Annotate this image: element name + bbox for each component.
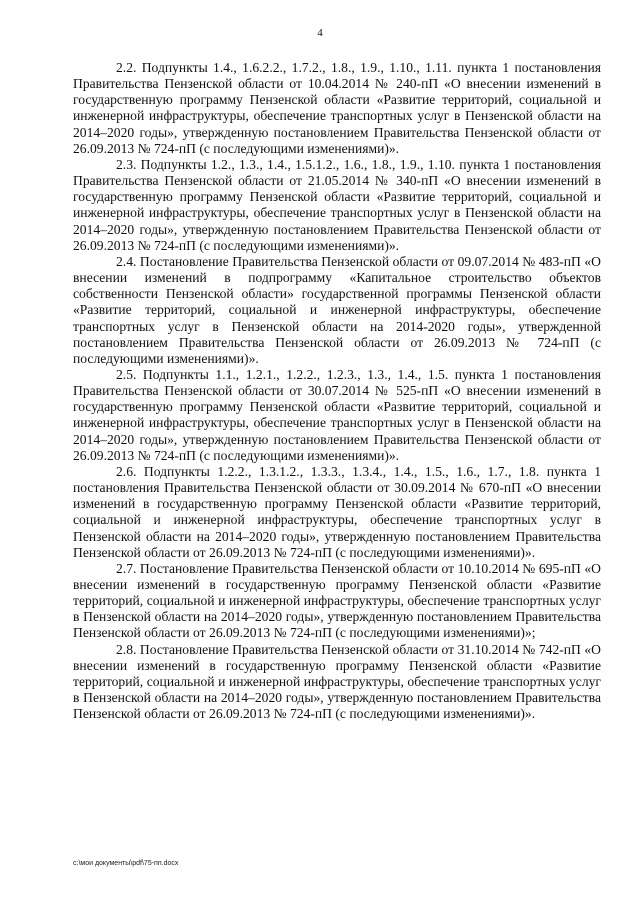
paragraph-2-2: 2.2. Подпункты 1.4., 1.6.2.2., 1.7.2., 1.8., 1.9., 1.10., 1.11. пункта 1 постановления Правительства Пензенской области от 10.04.2014 № 240-пП «О внесении изменений в государственную программу Пензенской области «Развитие территорий, социальной и инженерной инфраструктуры, обеспечение транспортных услуг в Пензенской области на 2014–2020 годы», утвержденную постановлением Правительства Пензенской области от 26.09.2013 № 724-пП (с последующими изменениями)». [73,60,601,156]
page-number: 4 [317,27,323,39]
paragraph-2-7: 2.7. Постановление Правительства Пензенской области от 10.10.2014 № 695-пП «О внесении изменений в государственную программу Пензенской области «Развитие территорий, социальной и инженерной инфраструктуры, обеспечение транспортных услуг в Пензенской области на 2014–2020 годы», утвержденную постановлением Правительства Пензенской области от 26.09.2013 № 724-пП (с последующими изменениями)»; [73,560,601,641]
paragraph-2-6: 2.6. Подпункты 1.2.2., 1.3.1.2., 1.3.3., 1.3.4., 1.4., 1.5., 1.6., 1.7., 1.8. пункта 1 постановления Правительства Пензенской области от 30.09.2014 № 670-пП «О внесении изменений в государственную программу Пензенской области «Развитие территорий, социальной и инженерной инфраструктуры, обеспечение транспортных услуг в Пензенской области на 2014–2020 годы», утвержденную постановлением Правительства Пензенской области от 26.09.2013 № 724-пП (с последующими изменениями)». [73,463,601,560]
paragraph-2-4: 2.4. Постановление Правительства Пензенской области от 09.07.2014 № 483-пП «О внесении изменений в подпрограмму «Капитальное строительство объектов собственности Пензенской области» государственной программы Пензенской области «Развитие территорий, социальной и инженерной инфраструктуры, обеспечение транспортных услуг в Пензенской области на 2014-2020 годы», утвержденной постановлением Правительства Пензенской области от 26.09.2013 № 724-пП (с последующими изменениями)». [73,253,601,366]
document-body [73,60,601,722]
paragraph-2-3: 2.3. Подпункты 1.2., 1.3., 1.4., 1.5.1.2., 1.6., 1.8., 1.9., 1.10. пункта 1 постановления Правительства Пензенской области от 21.05.2014 № 340-пП «О внесении изменений в государственную программу Пензенской области «Развитие территорий, социальной и инженерной инфраструктуры, обеспечение транспортных услуг в Пензенской области на 2014–2020 годы», утвержденную постановлением Правительства Пензенской области от 26.09.2013 № 724-пП (с последующими изменениями)». [73,156,601,253]
footer-file-path: c:\мои документы\pdf\75-пп.docx [73,860,179,867]
paragraph-2-5: 2.5. Подпункты 1.1., 1.2.1., 1.2.2., 1.2.3., 1.3., 1.4., 1.5. пункта 1 постановления Правительства Пензенской области от 30.07.2014 № 525-пП «О внесении изменений в государственную программу Пензенской области «Развитие территорий, социальной и инженерной инфраструктуры, обеспечение транспортных услуг в Пензенской области на 2014–2020 годы», утвержденную постановлением Правительства Пензенской области от 26.09.2013 № 724-пП (с последующими изменениями)». [73,366,601,463]
paragraph-2-8: 2.8. Постановление Правительства Пензенской области от 31.10.2014 № 742-пП «О внесении изменений в государственную программу Пензенской области «Развитие территорий, социальной и инженерной инфраструктуры, обеспечение транспортных услуг в Пензенской области на 2014–2020 годы», утвержденную постановлением Правительства Пензенской области от 26.09.2013 № 724-пП (с последующими изменениями)». [73,641,601,722]
